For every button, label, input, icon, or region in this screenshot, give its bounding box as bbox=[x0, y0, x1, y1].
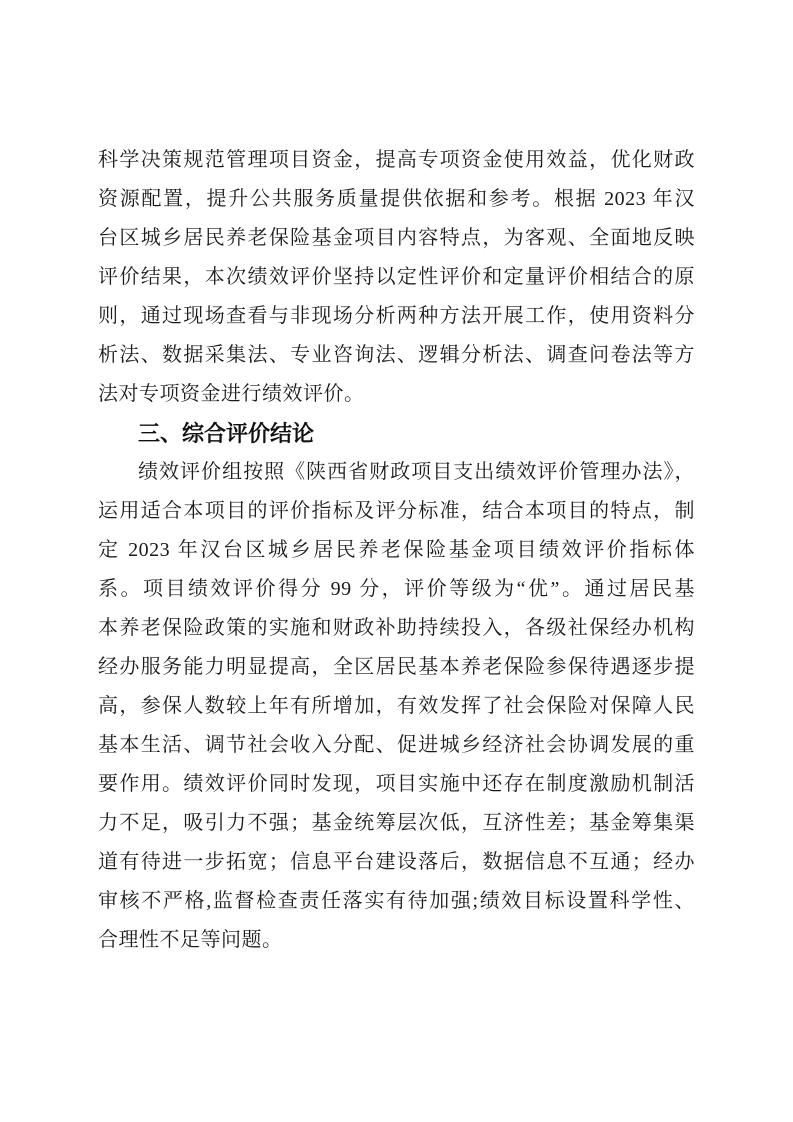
text-line: 力不足，吸引力不强；基金统筹层次低，互济性差；基金筹集渠 bbox=[98, 812, 695, 834]
text-line: 台区城乡居民养老保险基金项目内容特点，为客观、全面地反映 bbox=[98, 227, 695, 249]
text-line: 经办服务能力明显提高，全区居民基本养老保险参保待遇逐步提 bbox=[98, 656, 695, 678]
text-line: 高，参保人数较上年有所增加，有效发挥了社会保险对保障人民 bbox=[98, 695, 695, 717]
text-line: 基本生活、调节社会收入分配、促进城乡经济社会协调发展的重 bbox=[98, 734, 695, 756]
text-line: 科学决策规范管理项目资金，提高专项资金使用效益，优化财政 bbox=[98, 149, 695, 171]
text-line: 法对专项资金进行绩效评价。 bbox=[98, 383, 365, 405]
text-line: 要作用。绩效评价同时发现，项目实施中还存在制度激励机制活 bbox=[98, 773, 695, 795]
document-content bbox=[98, 141, 695, 960]
text-line: 评价结果，本次绩效评价坚持以定性评价和定量评价相结合的原 bbox=[98, 266, 695, 288]
text-line: 审核不严格,监督检查责任落实有待加强;绩效目标设置科学性、 bbox=[98, 890, 695, 912]
text-line: 运用适合本项目的评价指标及评分标准，结合本项目的特点，制 bbox=[98, 500, 695, 522]
text-line: 道有待进一步拓宽；信息平台建设落后，数据信息不互通；经办 bbox=[98, 851, 695, 873]
section-heading: 三、综合评价结论 bbox=[138, 421, 315, 446]
text-line: 绩效评价组按照《陕西省财政项目支出绩效评价管理办法》， bbox=[138, 461, 695, 483]
text-line: 系。项目绩效评价得分 99 分，评价等级为“优”。通过居民基 bbox=[98, 578, 695, 600]
text-line: 则，通过现场查看与非现场分析两种方法开展工作，使用资料分 bbox=[98, 305, 695, 327]
text-line: 合理性不足等问题。 bbox=[98, 929, 283, 951]
text-line: 资源配置，提升公共服务质量提供依据和参考。根据 2023 年汉 bbox=[98, 188, 695, 210]
text-line: 本养老保险政策的实施和财政补助持续投入，各级社保经办机构 bbox=[98, 617, 695, 639]
text-line: 析法、数据采集法、专业咨询法、逻辑分析法、调查问卷法等方 bbox=[98, 344, 695, 366]
text-line: 定 2023 年汉台区城乡居民养老保险基金项目绩效评价指标体 bbox=[98, 539, 695, 561]
